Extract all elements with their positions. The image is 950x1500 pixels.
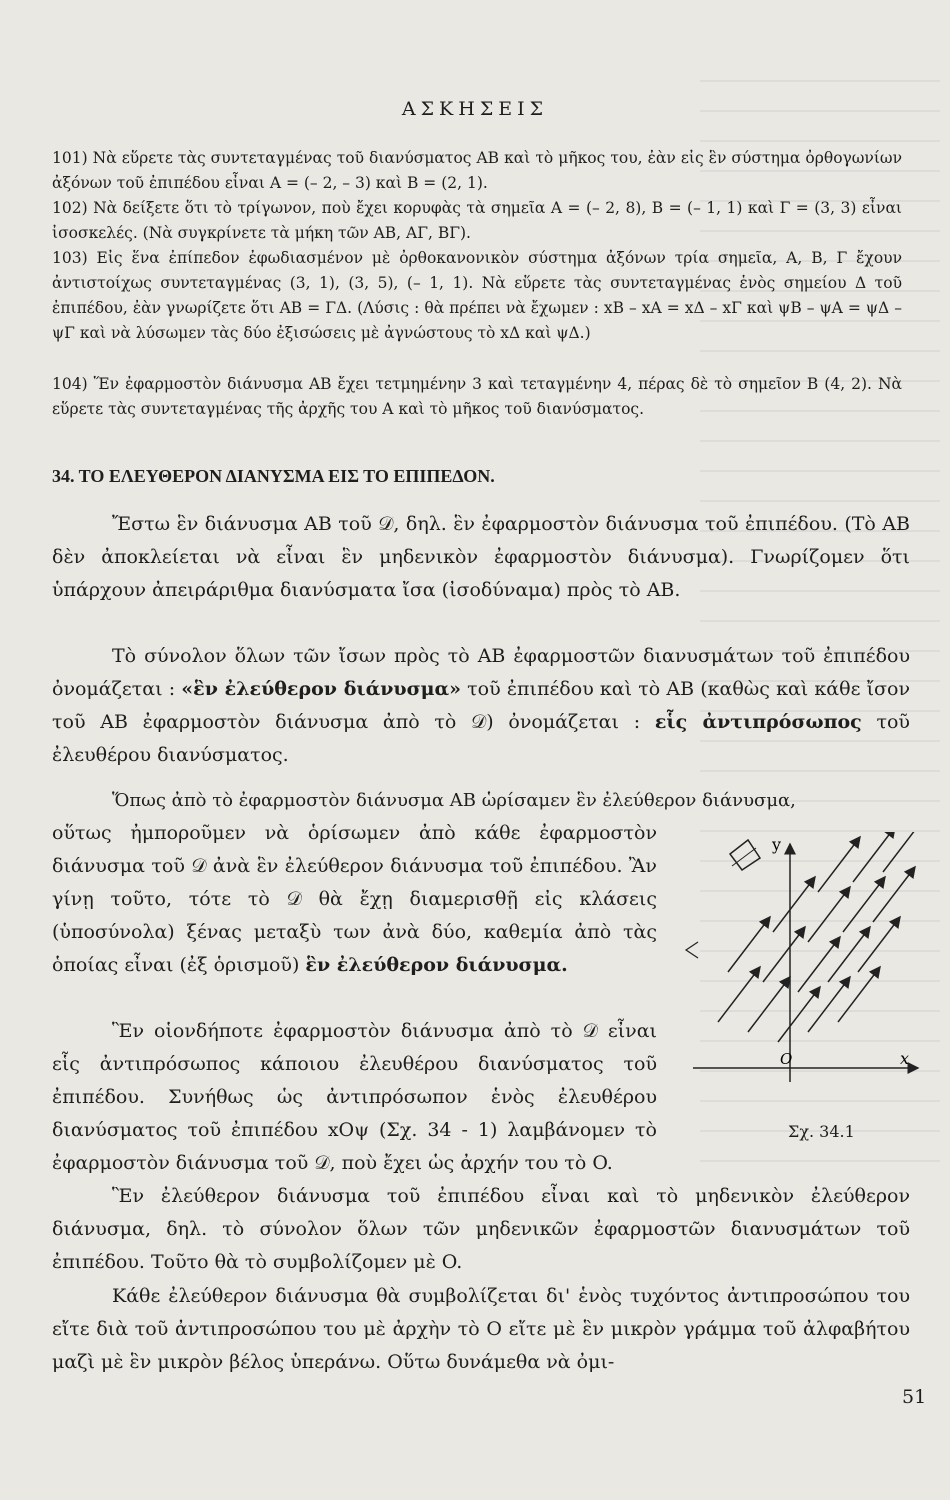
vector-arrow <box>808 977 850 1032</box>
exercise-104: 104) Ἕν ἐφαρμοστὸν διάνυσμα AB ἔχει τετμημένην 3 καὶ τεταγμένην 4, πέρας δὲ τὸ σημεῖον B (4, 2). Νὰ εὕρετε τὰς συντεταγμένας τῆς ἀρχῆς του A καὶ τὸ μῆκος τοῦ διανύσματος. <box>52 375 902 418</box>
exercise-103: 103) Εἰς ἕνα ἐπίπεδον ἐφωδιασμένον μὲ ὀρθοκανονικὸν σύστημα ἀξόνων τρία σημεῖα, A, B, Γ ἔχουν ἀντιστοίχως συντεταγμένας (3, 1), (3, 5), (– 1, 1). Νὰ εὕρετε τὰς συντεταγμένας ἑνὸς σημείου Δ τοῦ ἐπιπέδου, ἐὰν γνωρίζετε ὅτι AB = ΓΔ. (Λύσις : θὰ πρέπει νὰ ἔχωμεν : xB – xA = xΔ – xΓ καὶ ψB – ψA = ψΔ – ψΓ καὶ νὰ λύσωμεν τὰς δύο ἐξισώσεις μὲ ἀγνώστους τὸ xΔ καὶ ψΔ.) <box>52 249 902 342</box>
vector-arrow <box>718 967 760 1022</box>
vector-arrow <box>838 967 880 1022</box>
exercise-102: 102) Νὰ δείξετε ὅτι τὸ τρίγωνον, ποὺ ἔχει κορυφὰς τὰ σημεῖα A = (– 2, 8), B = (– 1, 1) καὶ Γ = (3, 3) εἶναι ἰσοσκελές. (Νὰ συγκρίνετε τὰ μήκη τῶν AB, AΓ, BΓ). <box>52 199 902 242</box>
vector-arrow <box>873 867 915 922</box>
exercises-heading: ΑΣΚΗΣΕΙΣ <box>401 98 549 120</box>
vector-arrow <box>808 887 850 942</box>
p2-term-representative: εἷς ἀντιπρόσωπος <box>654 711 862 733</box>
vector-arrow <box>828 927 870 982</box>
p2-term-free-vector: «ἓν ἐλεύθερον διάνυσμα» <box>181 678 461 700</box>
vector-arrow <box>778 987 820 1042</box>
section-title: 34. ΤΟ ΕΛΕΥΘΕΡΟΝ ΔΙΑΝΥΣΜΑ ΕΙΣ ΤΟ ΕΠΙΠΕΔΟΝ. <box>52 466 495 486</box>
paragraph-6: Κάθε ἐλεύθερον διάνυσμα θὰ συμβολίζεται δι' ἑνὸς τυχόντος ἀντιπροσώπου του εἴτε διὰ τοῦ ἀντιπροσώπου του μὲ ἀρχὴν τὸ O εἴτε μὲ ἓν μικρὸν γράμμα τοῦ ἀλφαβήτου μαζὶ μὲ ἓν μικρὸν βέλος ὑπεράνω. Οὕτω δυνάμεθα νὰ ὀμι- <box>52 1285 910 1373</box>
vector-arrow <box>858 917 900 972</box>
vector-arrow <box>728 917 770 972</box>
vector-arrow <box>853 832 895 882</box>
figure-34-1 <box>678 832 928 1092</box>
vector-arrow <box>798 937 840 992</box>
p3-text: οὕτως ἠμποροῦμεν νὰ ὁρίσωμεν ἀπὸ κάθε ἐφαρμοστὸν διάνυσμα τοῦ 𝒟 ἀνὰ ἓν ἐλεύθερον διάνυσμα τοῦ ἐπιπέδου. Ἂν γίνῃ τοῦτο, τότε τὸ 𝒟 θὰ ἔχῃ διαμερισθῇ εἰς κλάσεις (ὑποσύνολα) ξένας μεταξὺ των ἀνὰ δύο, καθεμία ἀπὸ τὰς ὁποίας εἶναι (ἐξ ὁρισμοῦ) <box>52 822 657 976</box>
vector-arrow <box>748 977 790 1032</box>
vector-arrow <box>843 877 885 932</box>
paragraph-2 <box>52 640 910 772</box>
paragraph-1: Ἔστω ἓν διάνυσμα AB τοῦ 𝒟, δηλ. ἓν ἐφαρμοστὸν διάνυσμα τοῦ ἐπιπέδου. (Τὸ AB δὲν ἀποκλείεται νὰ εἶναι ἓν μηδενικὸν ἐφαρμοστὸν διάνυσμα). Γνωρίζομεν ὅτι ὑπάρχουν ἀπειράριθμα διανύσματα ἴσα (ἰσοδύναμα) πρὸς τὸ AB. <box>52 513 910 601</box>
p2-text-e: τοῦ ἐλευθέρου διανύσματος. <box>52 711 910 766</box>
vector-arrow <box>763 927 805 982</box>
page-number: 51 <box>902 1386 927 1408</box>
p2-text-a: Τὸ σύνολον ὅλων τῶν ἴσων πρὸς τὸ AB ἐφαρμοστῶν διανυσμάτων τοῦ ἐπιπέδου ὀνομάζεται : <box>52 645 910 700</box>
p3-term: ἓν ἐλεύθερον διάνυσμα. <box>305 954 568 976</box>
direction-marker <box>730 840 760 870</box>
paragraph-3-rest <box>52 817 657 982</box>
vector-arrow <box>818 837 860 892</box>
exercise-101: 101) Νὰ εὕρετε τὰς συντεταγμένας τοῦ διανύσματος AB καὶ τὸ μῆκος του, ἐὰν εἰς ἓν σύστημα ὀρθογωνίων ἀξόνων τοῦ ἐπιπέδου εἶναι A = (– 2, – 3) καὶ B = (2, 1). <box>52 149 902 192</box>
y-axis-label: y <box>772 835 782 854</box>
paragraph-4: Ἓν οἱονδήποτε ἐφαρμοστὸν διάνυσμα ἀπὸ τὸ 𝒟 εἶναι εἷς ἀντιπρόσωπος κάποιου ἐλευθέρου διανύσματος τοῦ ἐπιπέδου. Συνήθως ὡς ἀντιπρόσωπον ἑνὸς ἐλευθέρου διανύσματος τοῦ ἐπιπέδου xOψ (Σχ. 34 - 1) λαμβάνομεν τὸ ἐφαρμοστὸν διάνυσμα τοῦ 𝒟, ποὺ ἔχει ὡς ἀρχήν του τὸ O. <box>52 1020 657 1174</box>
vector-arrow <box>773 877 815 932</box>
angle-mark <box>686 942 698 958</box>
vector-arrow <box>883 832 925 872</box>
x-axis-label: x <box>900 1049 910 1068</box>
p2-text-c: τοῦ ἐπιπέδου καὶ τὸ AB (καθὼς καὶ κάθε ἴσον τοῦ AB ἐφαρμοστὸν διάνυσμα ἀπὸ τὸ 𝒟) ὀνομάζεται : <box>52 678 910 733</box>
parallel-vectors <box>718 832 925 1042</box>
figure-caption: Σχ. 34.1 <box>788 1122 855 1141</box>
paragraph-5: Ἓν ἐλεύθερον διάνυσμα τοῦ ἐπιπέδου εἶναι καὶ τὸ μηδενικὸν ἐλεύθερον διάνυσμα, δηλ. τὸ σύνολον ὅλων τῶν μηδενικῶν ἐφαρμοστῶν διανυσμάτων τοῦ ἐπιπέδου. Τοῦτο θὰ τὸ συμβολίζομεν μὲ O. <box>52 1185 910 1273</box>
origin-label: O <box>780 1050 793 1068</box>
paragraph-3-first-line: Ὅπως ἀπὸ τὸ ἐφαρμοστὸν διάνυσμα AB ὡρίσαμεν ἓν ἐλεύθερον διάνυσμα, <box>112 790 796 811</box>
